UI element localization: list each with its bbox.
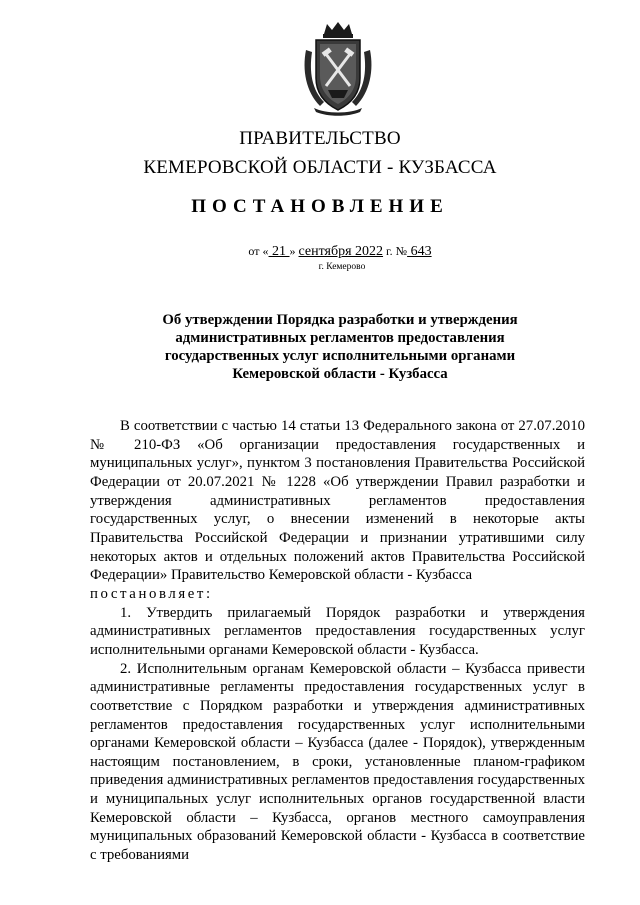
government-title-line1: ПРАВИТЕЛЬСТВО: [239, 128, 401, 149]
decree-heading: [110, 311, 570, 383]
government-title-line2: КЕМЕРОВСКОЙ ОБЛАСТИ - КУЗБАССА: [143, 157, 497, 178]
date-suffix: г. №: [383, 244, 408, 258]
date-prefix: от «: [248, 244, 269, 258]
document-type-title: ПОСТАНОВЛЕНИЕ: [191, 196, 449, 217]
resolves-word: постановляет:: [90, 585, 213, 602]
date-day: 21: [268, 244, 290, 259]
item-2-paragraph: 2. Исполнительным органам Кемеровской области – Кузбасса привести административные регламенты предоставления государственных услуг в соответствие с Порядком разработки и утверждения административных регламентов предоставления государственных услуг исполнительными органами Кемеровской области – Кузбасса (далее - Порядок), утвержденным настоящим постановлением, в сроки, установленные планом-графиком приведения административных регламентов предоставления государственных и муниципальных услуг исполнительных органов государственной власти Кемеровской области – Кузбасса, органов местного самоуправления муниципальных образований Кемеровской области - Кузбасса в соответствие с требованиями: [90, 660, 585, 864]
preamble-paragraph: В соответствии с частью 14 статьи 13 Федерального закона от 27.07.2010 № 210-ФЗ «Об организации предоставления государственных и муниципальных услуг», пунктом 3 постановления Правительства Российской Федерации от 20.07.2021 № 1228 «Об утверждении Правил разработки и утверждения административных регламентов предоставления государственных услуг, о внесении изменений в некоторые акты Правительства Российской Федерации и признании утратившими силу некоторых актов и отдельных положений актов Правительства Российской Федерации» Правительство Кемеровской области - Кузбасса: [90, 418, 585, 584]
heading-line: Об утверждении Порядка разработки и утверждения: [162, 312, 518, 328]
heading-line: государственных услуг исполнительными органами: [164, 348, 516, 364]
decree-body: [90, 417, 585, 865]
heading-line: административных регламентов предоставления: [175, 330, 505, 346]
decree-number: 643: [407, 244, 432, 259]
decree-date-number: [0, 244, 640, 260]
date-mid: »: [289, 244, 299, 258]
date-month-year: сентября 2022: [298, 244, 384, 259]
item-1-paragraph: 1. Утвердить прилагаемый Порядок разработки и утверждения административных регламентов предоставления государственных услуг исполнительными органами Кемеровской области - Кузбасса.: [90, 604, 585, 658]
heading-line: Кемеровской области - Кузбасса: [232, 366, 448, 382]
city-label: г. Кемерово: [318, 262, 366, 272]
coat-of-arms-emblem: [300, 20, 376, 116]
